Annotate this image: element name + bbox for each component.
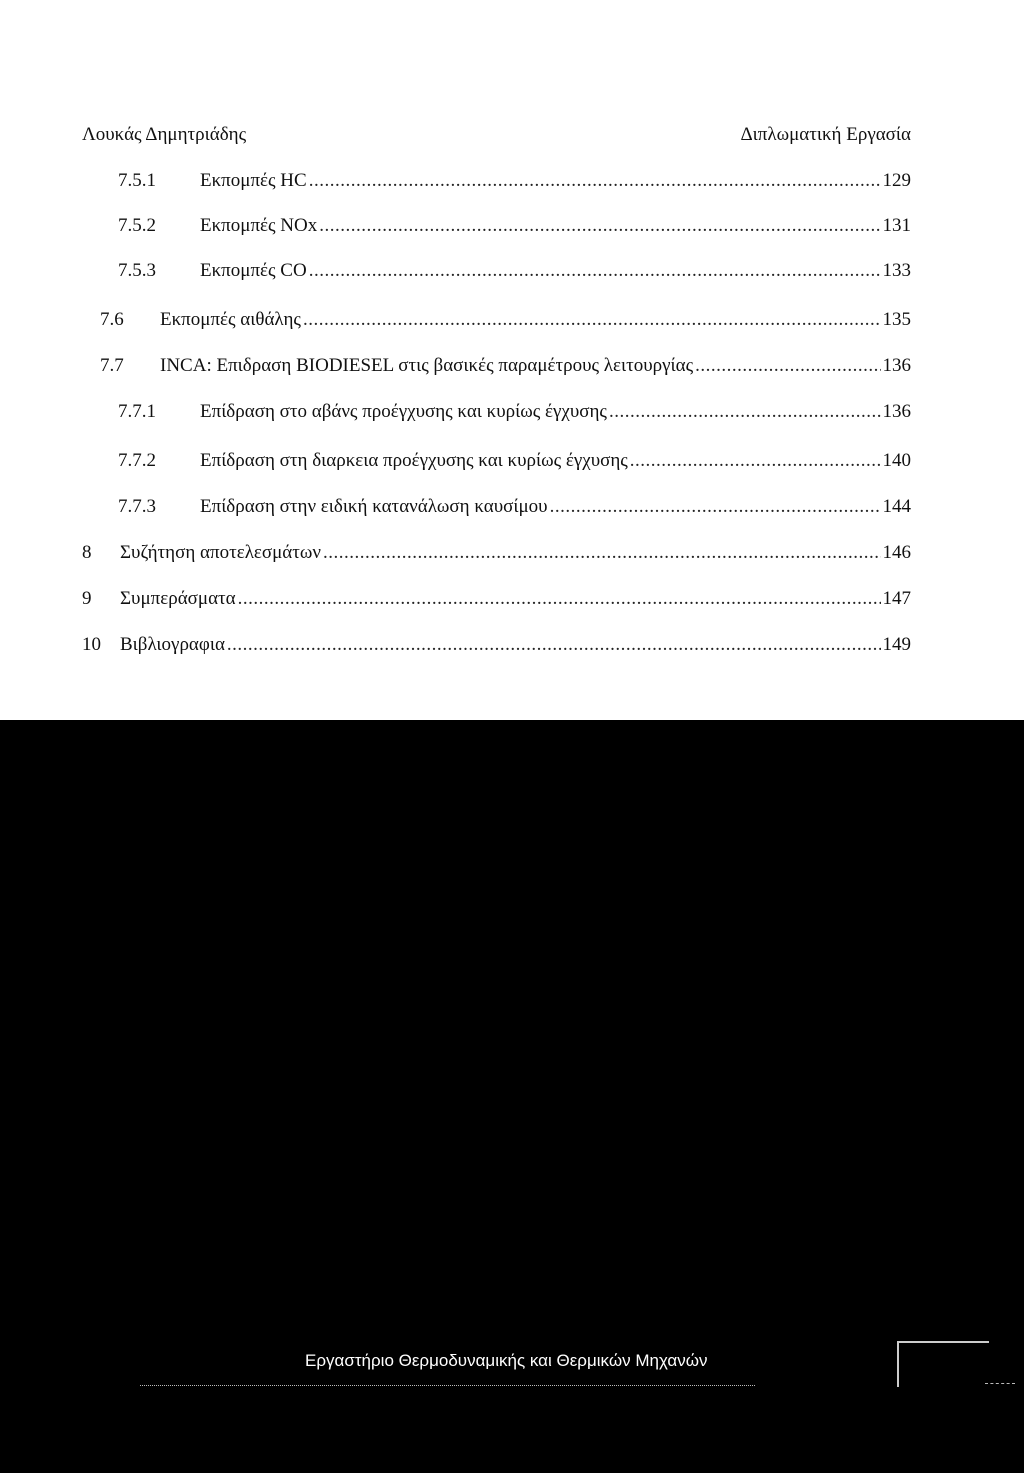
toc-leader	[238, 586, 881, 612]
toc-leader	[323, 540, 881, 566]
toc-title: Βιβλιογραφια	[120, 634, 225, 655]
document-page	[0, 0, 1024, 720]
toc-page-number: 146	[882, 542, 911, 563]
toc-number: 7.7	[100, 355, 124, 376]
toc-entry-10[interactable]	[0, 632, 1024, 658]
header-author: Λουκάς Δημητριάδης	[82, 124, 247, 145]
toc-page-number: 131	[882, 215, 911, 236]
toc-title: Εκπομπές CO	[200, 260, 307, 281]
toc-page-number: 133	[882, 260, 911, 281]
toc-page-number: 149	[882, 634, 911, 655]
toc-title: Εκπομπές NOx	[200, 215, 318, 236]
toc-leader	[319, 213, 880, 239]
toc-entry-7-5-1[interactable]	[0, 168, 1024, 194]
toc-entry-7-5-2[interactable]	[0, 213, 1024, 239]
toc-leader	[550, 494, 881, 520]
toc-page-number: 144	[882, 496, 911, 517]
footer-lab-name: Εργαστήριο Θερμοδυναμικής και Θερμικών Μηχανών	[305, 1351, 708, 1370]
toc-number: 7.7.1	[118, 401, 156, 422]
toc-page-number: 147	[882, 588, 911, 609]
footer-divider	[140, 1385, 755, 1386]
toc-title: Επίδραση στην ειδική κατανάλωση καυσίμου	[200, 496, 548, 517]
toc-page-number: 140	[882, 450, 911, 471]
toc-entry-7-7-1[interactable]	[0, 399, 1024, 425]
toc-entry-7-7-3[interactable]	[0, 494, 1024, 520]
toc-leader	[309, 168, 881, 194]
toc-number: 7.5.3	[118, 260, 156, 281]
toc-title: INCA: Επιδραση BIODIESEL στις βασικές παραμέτρους λειτουργίας	[160, 355, 694, 376]
toc-number: 10	[82, 634, 101, 655]
toc-entry-7-7-2[interactable]	[0, 448, 1024, 474]
toc-leader	[695, 353, 880, 379]
footer-frame	[897, 1341, 989, 1387]
toc-entry-7-7[interactable]	[0, 353, 1024, 379]
toc-page-number: 129	[882, 170, 911, 191]
toc-number: 9	[82, 588, 92, 609]
toc-entry-9[interactable]	[0, 586, 1024, 612]
toc-leader	[227, 632, 881, 658]
toc-title: Συμπεράσματα	[120, 588, 236, 609]
toc-leader	[609, 399, 881, 425]
toc-number: 7.7.2	[118, 450, 156, 471]
toc-entry-7-6[interactable]	[0, 307, 1024, 333]
toc-leader	[630, 448, 881, 474]
toc-leader	[303, 307, 881, 333]
toc-page-number: 136	[882, 355, 911, 376]
toc-leader	[309, 258, 881, 284]
footer-dash	[985, 1383, 1015, 1384]
toc-entry-8[interactable]	[0, 540, 1024, 566]
toc-title: Εκπομπές HC	[200, 170, 307, 191]
toc-number: 7.6	[100, 309, 124, 330]
toc-title: Συζήτηση αποτελεσμάτων	[120, 542, 321, 563]
toc-number: 7.7.3	[118, 496, 156, 517]
toc-title: Επίδραση στο αβάνς προέγχυσης και κυρίως έγχυσης	[200, 401, 607, 422]
toc-page-number: 136	[882, 401, 911, 422]
toc-entry-7-5-3[interactable]	[0, 258, 1024, 284]
toc-number: 7.5.1	[118, 170, 156, 191]
toc-number: 7.5.2	[118, 215, 156, 236]
toc-page-number: 135	[882, 309, 911, 330]
toc-title: Εκπομπές αιθάλης	[160, 309, 301, 330]
toc-title: Επίδραση στη διαρκεια προέγχυσης και κυρίως έγχυσης	[200, 450, 628, 471]
header-doc-type: Διπλωματική Εργασία	[740, 124, 911, 145]
toc-number: 8	[82, 542, 92, 563]
